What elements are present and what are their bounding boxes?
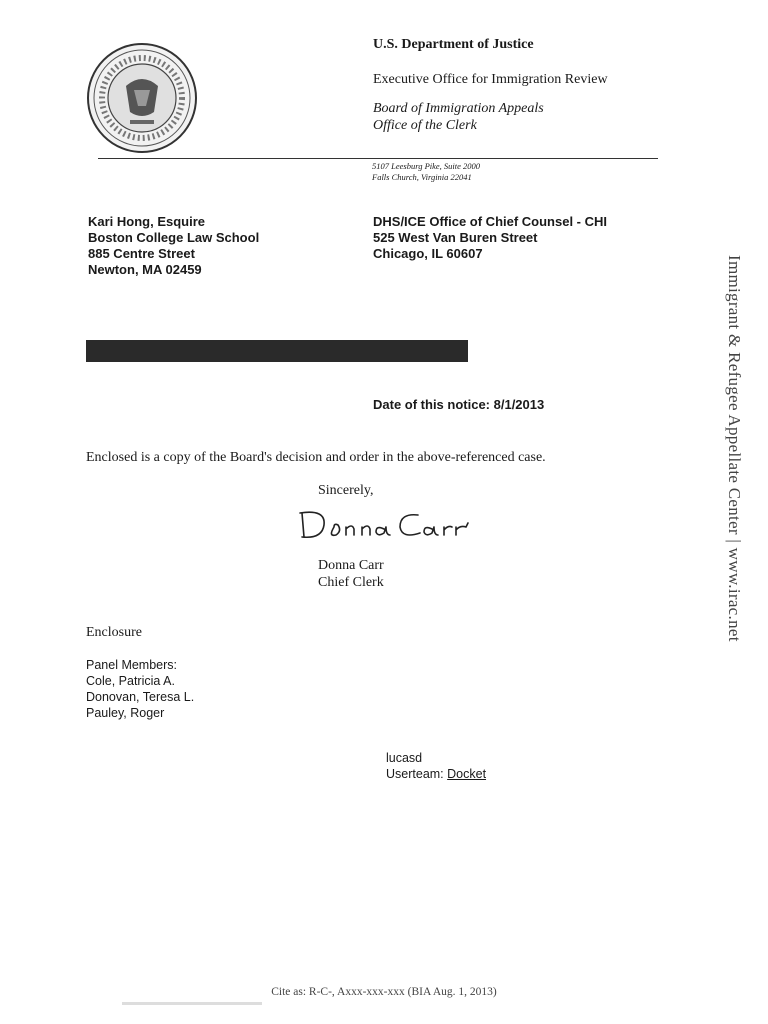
counsel-address [373, 214, 607, 262]
signer-title: Chief Clerk [318, 575, 384, 590]
panel-member: Pauley, Roger [86, 706, 165, 720]
department-name: U.S. Department of Justice [373, 37, 534, 52]
office-name: Executive Office for Immigration Review [373, 72, 608, 87]
closing: Sincerely, [318, 483, 374, 498]
recipient-line: 885 Centre Street [88, 246, 195, 261]
recipient-line: Boston College Law School [88, 230, 260, 245]
staff-user: lucasd [386, 751, 423, 765]
panel-member: Donovan, Teresa L. [86, 690, 195, 704]
letter-body: Enclosed is a copy of the Board's decision and order in the above-referenced case. [86, 450, 546, 465]
doj-seal-icon [86, 42, 198, 154]
scan-smudge [122, 1002, 262, 1005]
panel-heading: Panel Members: [86, 658, 178, 672]
counsel-line: DHS/ICE Office of Chief Counsel - CHI [373, 214, 608, 229]
userteam-value: Docket [447, 767, 487, 781]
address-line: 5107 Leesburg Pike, Suite 2000 [372, 161, 481, 171]
redaction-bar [86, 340, 468, 362]
panel-members [86, 657, 194, 721]
counsel-line: 525 West Van Buren Street [373, 230, 538, 245]
address-line: Falls Church, Virginia 22041 [372, 172, 472, 182]
board-name: Board of Immigration Appeals [373, 101, 544, 116]
enclosure-label: Enclosure [86, 625, 142, 640]
userteam-label: Userteam: [386, 767, 444, 781]
letterhead-divider [98, 158, 658, 159]
clerk-office: Office of the Clerk [373, 118, 477, 133]
citation: Cite as: R-C-, Axxx-xxx-xxx (BIA Aug. 1, 2013) [271, 986, 497, 998]
panel-member: Cole, Patricia A. [86, 674, 175, 688]
watermark: Immigrant & Refugee Appellate Center | www.irac.net [725, 255, 744, 642]
signer-block [318, 557, 384, 591]
handwritten-signature [296, 503, 476, 545]
board-address [372, 161, 480, 183]
recipient-address [88, 214, 259, 278]
notice-date: Date of this notice: 8/1/2013 [373, 397, 545, 412]
signer-name: Donna Carr [318, 558, 384, 573]
counsel-line: Chicago, IL 60607 [373, 246, 483, 261]
letterhead [373, 36, 608, 134]
recipient-line: Kari Hong, Esquire [88, 214, 206, 229]
staff-info [386, 750, 486, 782]
recipient-line: Newton, MA 02459 [88, 262, 202, 277]
